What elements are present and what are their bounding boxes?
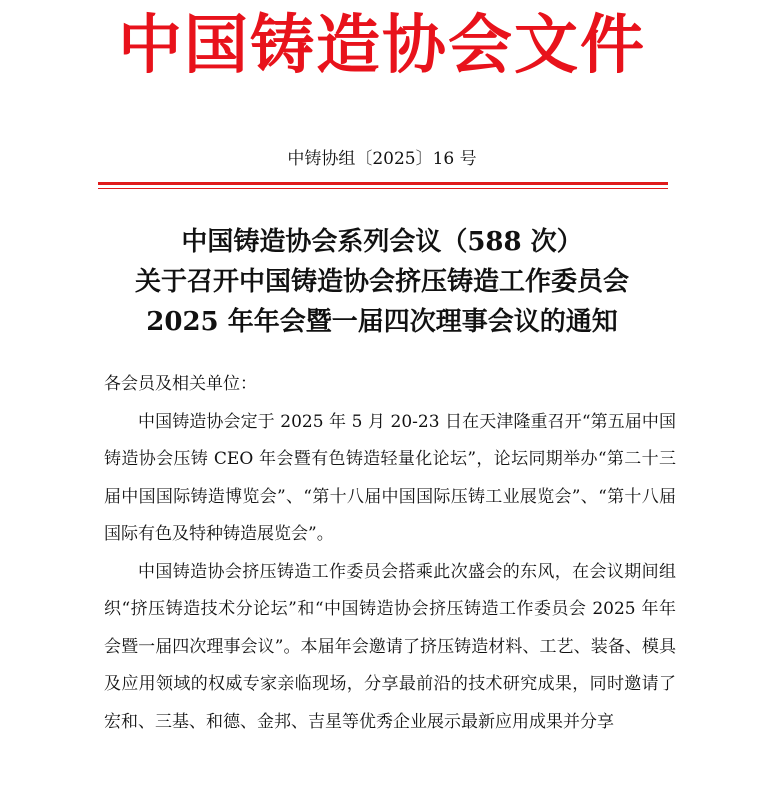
notice-title-line-1: 中国铸造协会系列会议（588 次）	[181, 227, 583, 257]
notice-title-line-3: 2025 年年会暨一届四次理事会议的通知	[146, 307, 618, 337]
notice-title	[0, 222, 764, 342]
header-divider-thin	[98, 188, 668, 189]
notice-body	[104, 366, 676, 741]
notice-title-line-2: 关于召开中国铸造协会挤压铸造工作委员会	[134, 267, 629, 297]
header-divider-thick	[98, 182, 668, 185]
document-header-title: 中国铸造协会文件	[118, 8, 646, 83]
salutation: 各会员及相关单位：	[104, 374, 257, 394]
document-number: 中铸协组〔2025〕16 号	[287, 149, 477, 169]
body-paragraph-1: 中国铸造协会定于 2025 年 5 月 20-23 日在天津隆重召开“第五届中国铸造协会压铸 CEO 年会暨有色铸造轻量化论坛”，论坛同期举办“第二十三届中国国际铸造博览会”、“第十八届中国国际压铸工业展览会”、“第十八届国际有色及特种铸造展览会”。	[104, 411, 676, 544]
body-paragraph-2: 中国铸造协会挤压铸造工作委员会搭乘此次盛会的东风，在会议期间组织“挤压铸造技术分论坛”和“中国铸造协会挤压铸造工作委员会 2025 年年会暨一届四次理事会议”。本届年会邀请了挤压铸造材料、工艺、装备、模具及应用领域的权威专家亲临现场，分享最前沿的技术研究成果，同时邀请了宏和、三基、和德、金邦、吉星等优秀企业展示最新应用成果并分享	[104, 561, 676, 732]
